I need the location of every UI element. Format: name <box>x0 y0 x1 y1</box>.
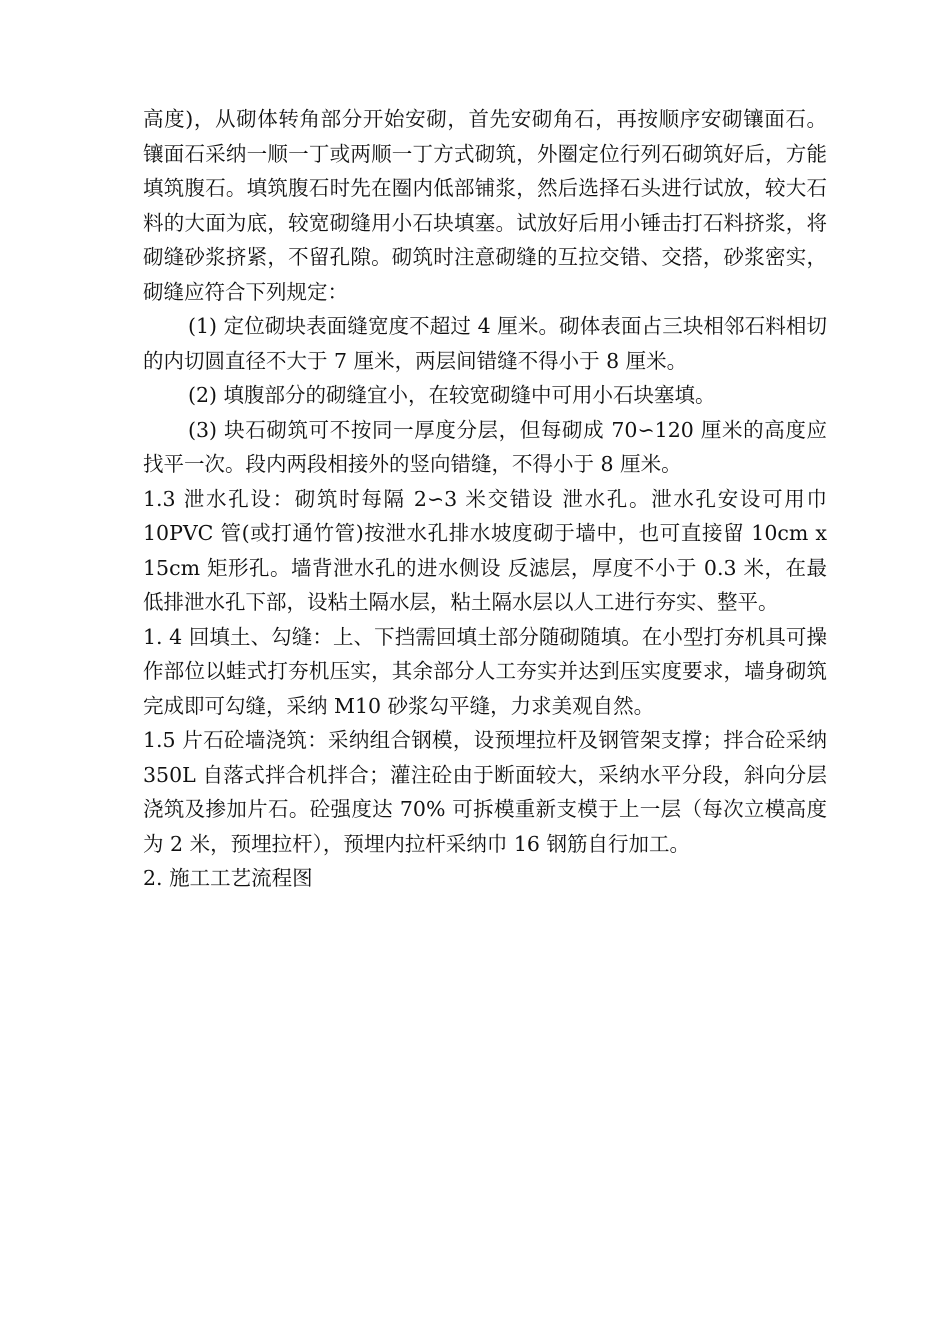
paragraph-masonry-method: 高度)，从砌体转角部分开始安砌，首先安砌角石，再按顺序安砌镶面石。镶面石采纳一顺一丁或两顺一丁方式砌筑，外圈定位行列石砌筑好后，方能填筑腹石。填筑腹石时先在圈内低部铺浆，然后选择石头进行试放，较大石料的大面为底，较宽砌缝用小石块填塞。试放好后用小锤击打石料挤浆，将砌缝砂浆挤紧，不留孔隙。砌筑时注意砌缝的互拉交错、交搭，砂浆密实，砌缝应符合下列规定： <box>143 107 827 304</box>
paragraph-section-1-3: 1.3 泄水孔设：砌筑时每隔 2∽3 米交错设 泄水孔。泄水孔安设可用巾 10PVC 管(或打通竹管)按泄水孔排水坡度砌于墙中，也可直接留 10cm x 15cm 矩形孔。墙背泄水孔的进水侧设 反滤层，厚度不小于 0.3 米，在最低排泄水孔下部，设粘土隔水层，粘土隔水层以人工进行夯实、整平。 <box>143 486 827 614</box>
document-page <box>143 102 827 896</box>
paragraph-section-1-5: 1.5 片石砼墙浇筑：采纳组合钢模，设预埋拉杆及钢管架支撑；拌合砼采纳 350L 自落式拌合机拌合；灌注砼由于断面较大，采纳水平分段，斜向分层浇筑及掺加片石。砼强度达 70% 可拆模重新支模于上一层（每次立模高度为 2 米，预埋拉杆），预埋内拉杆采纳巾 16 钢筋自行加工。 <box>143 728 827 856</box>
section-heading-2: 2. 施工工艺流程图 <box>143 866 313 890</box>
paragraph-rule-1: (1) 定位砌块表面缝宽度不超过 4 厘米。砌体表面占三块相邻石料相切的内切圆直径不大于 7 厘米，两层间错缝不得小于 8 厘米。 <box>143 314 827 373</box>
paragraph-rule-3: (3) 块石砌筑可不按同一厚度分层，但每砌成 70∽120 厘米的高度应找平一次。段内两段相接外的竖向错缝，不得小于 8 厘米。 <box>143 417 827 476</box>
paragraph-rule-2: (2) 填腹部分的砌缝宜小，在较宽砌缝中可用小石块塞填。 <box>188 383 716 407</box>
paragraph-section-1-4: 1. 4 回填土、勾缝：上、下挡需回填土部分随砌随填。在小型打夯机具可操作部位以蛙式打夯机压实，其余部分人工夯实并达到压实度要求，墙身砌筑完成即可勾缝，采纳 M10 砂浆勾平缝，力求美观自然。 <box>143 624 827 718</box>
